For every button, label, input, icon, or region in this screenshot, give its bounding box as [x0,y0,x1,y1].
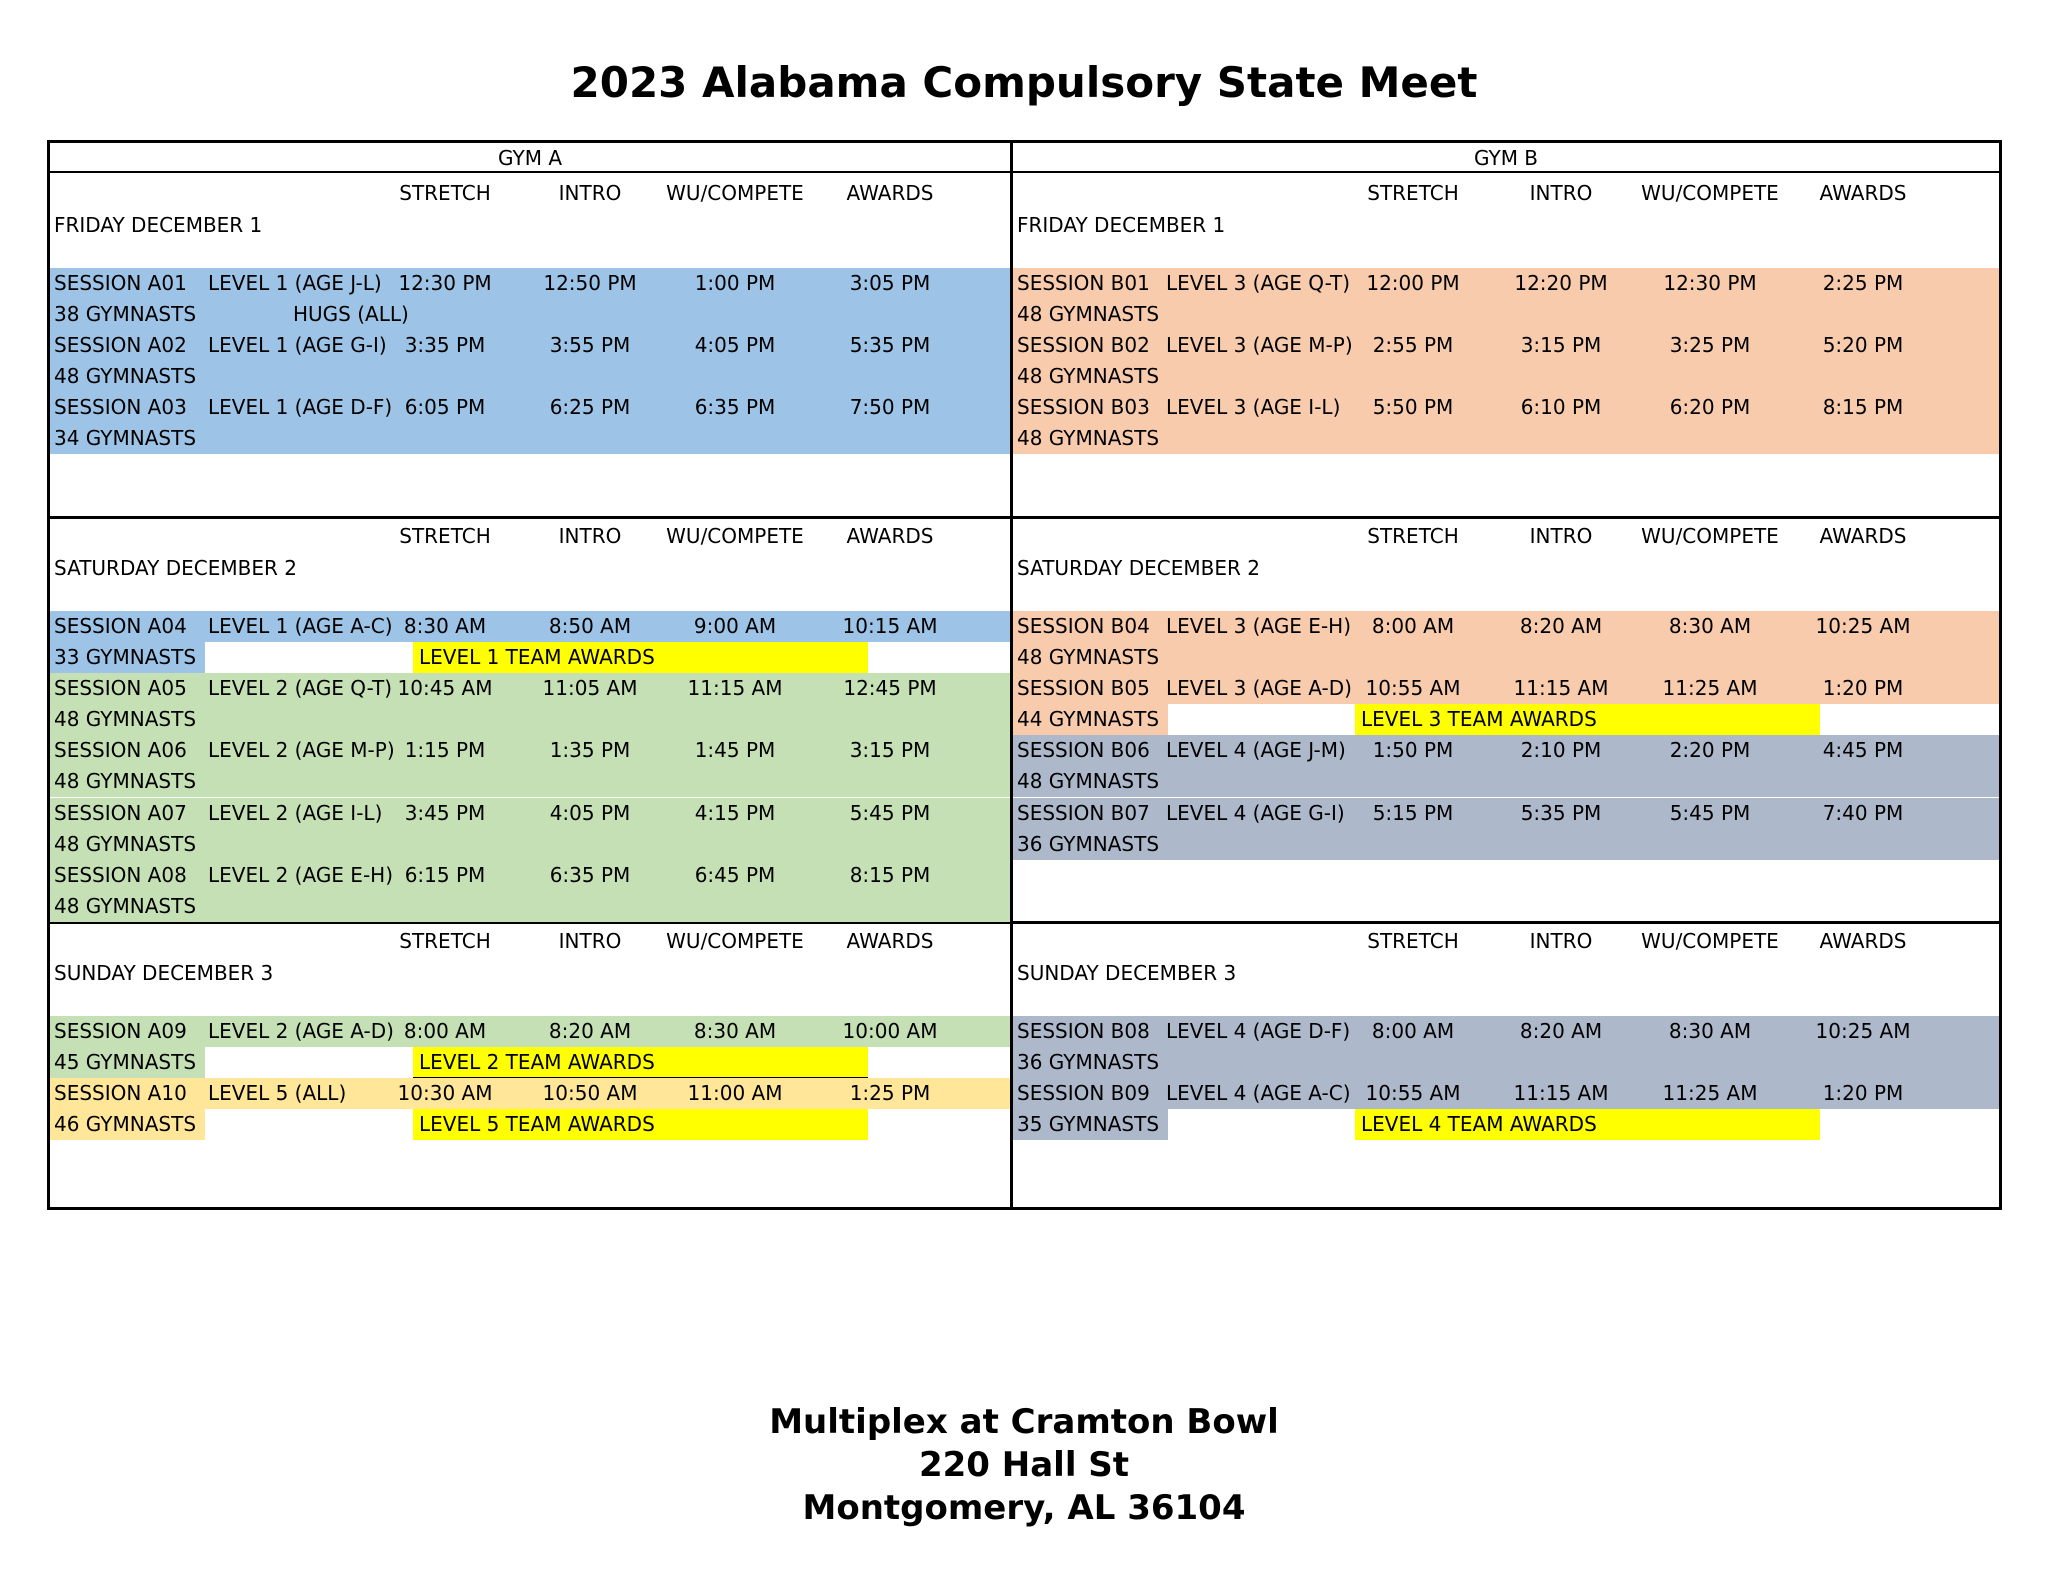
gymnasts-row [50,299,1010,330]
session-id: SESSION B04 [1017,614,1150,638]
session-row [50,798,1010,829]
column-header-intro: INTRO [1529,181,1593,205]
session-level: LEVEL 2 (AGE A-D) [208,1019,394,1043]
gymnasts-row [1013,766,1999,797]
session-awards-time: 1:20 PM [1822,676,1904,701]
session-wu-time: 6:20 PM [1669,395,1751,420]
venue-city: Montgomery, AL 36104 [802,1488,1246,1528]
session-row [1013,673,1999,704]
column-header-awards: AWARDS [846,181,934,205]
session-intro-time: 1:35 PM [549,738,631,763]
session-stretch-time: 8:30 AM [403,614,487,638]
gymnast-count: 44 GYMNASTS [1017,707,1160,732]
gymnast-count: 48 GYMNASTS [54,769,197,794]
session-wu-time: 4:15 PM [694,800,776,825]
column-header-wu: WU/COMPETE [666,929,804,953]
session-id: SESSION A04 [54,614,187,638]
venue-name: Multiplex at Cramton Bowl [769,1402,1279,1442]
session-level: LEVEL 4 (AGE J-M) [1166,738,1346,763]
gymnasts-row [50,423,1010,454]
session-awards-time: 10:00 AM [842,1019,938,1043]
session-awards-time: 7:40 PM [1822,800,1904,825]
session-row [50,268,1010,299]
team-awards-banner: LEVEL 5 TEAM AWARDS [413,1109,868,1140]
session-id: SESSION A09 [54,1019,187,1043]
session-row [1013,611,1999,642]
column-header-awards: AWARDS [846,929,934,953]
session-level: LEVEL 3 (AGE A-D) [1166,676,1352,701]
column-header-row [50,178,1010,209]
session-awards-time: 10:25 AM [1815,1019,1911,1043]
session-intro-time: 12:20 PM [1514,271,1608,295]
gymnast-count: 48 GYMNASTS [54,364,197,389]
session-intro-time: 8:50 AM [548,614,632,638]
team-awards-banner: LEVEL 2 TEAM AWARDS [413,1047,868,1078]
session-intro-time: 3:15 PM [1520,333,1602,358]
column-header-row [50,521,1010,552]
session-level: LEVEL 4 (AGE A-C) [1166,1081,1351,1106]
column-header-intro: INTRO [558,181,622,205]
session-stretch-time: 10:55 AM [1365,676,1461,701]
gym-a-header: GYM A [50,140,1010,173]
session-level: LEVEL 2 (AGE I-L) [208,800,383,825]
session-wu-time: 11:25 AM [1662,1081,1758,1106]
session-wu-time: 9:00 AM [693,614,777,638]
session-level: LEVEL 1 (AGE J-L) [208,271,382,295]
session-id: SESSION B01 [1017,271,1150,295]
column-header-stretch: STRETCH [399,929,491,953]
session-stretch-time: 3:35 PM [404,333,486,358]
session-intro-time: 6:25 PM [549,395,631,420]
session-level: LEVEL 5 (ALL) [208,1081,347,1106]
session-intro-time: 3:55 PM [549,333,631,358]
gymnast-count: 48 GYMNASTS [1017,426,1160,451]
session-level: LEVEL 3 (AGE Q-T) [1166,271,1351,295]
column-header-stretch: STRETCH [1367,524,1459,548]
column-header-intro: INTRO [558,524,622,548]
session-intro-time: 12:50 PM [543,271,637,295]
session-id: SESSION A06 [54,738,187,763]
session-id: SESSION B06 [1017,738,1150,763]
gymnasts-row [50,891,1010,922]
session-row [50,1078,1010,1109]
column-header-intro: INTRO [1529,524,1593,548]
column-header-row [50,926,1010,957]
session-intro-time: 6:10 PM [1520,395,1602,420]
session-awards-time: 7:50 PM [849,395,931,420]
session-intro-time: 8:20 AM [548,1019,632,1043]
gymnast-count: 33 GYMNASTS [54,645,197,669]
session-stretch-time: 1:50 PM [1372,738,1454,763]
column-header-wu: WU/COMPETE [666,524,804,548]
session-id: SESSION A01 [54,271,187,295]
session-stretch-time: 10:45 AM [397,676,493,701]
session-id: SESSION A07 [54,800,187,825]
gymnast-count: 48 GYMNASTS [1017,364,1160,389]
session-level: LEVEL 1 (AGE G-I) [208,333,387,358]
session-wu-time: 2:20 PM [1669,738,1751,763]
session-level: LEVEL 4 (AGE D-F) [1166,1019,1351,1043]
session-level: LEVEL 3 (AGE I-L) [1166,395,1341,420]
session-wu-time: 3:25 PM [1669,333,1751,358]
session-awards-time: 1:25 PM [849,1081,931,1106]
gymnasts-row [1013,361,1999,392]
session-awards-time: 10:25 AM [1815,614,1911,638]
session-level: LEVEL 1 (AGE A-C) [208,614,393,638]
session-row [1013,735,1999,766]
gymnasts-row [50,766,1010,797]
gymnast-count: 34 GYMNASTS [54,426,197,451]
column-header-wu: WU/COMPETE [1641,181,1779,205]
gymnast-count: 48 GYMNASTS [54,893,197,918]
session-row [1013,1078,1999,1109]
session-awards-time: 1:20 PM [1822,1081,1904,1106]
session-level: LEVEL 2 (AGE E-H) [208,862,393,887]
session-intro-time: 11:05 AM [542,676,638,701]
session-wu-time: 1:45 PM [694,738,776,763]
session-id: SESSION B08 [1017,1019,1150,1043]
column-header-awards: AWARDS [846,524,934,548]
session-row [50,611,1010,642]
session-row [50,860,1010,891]
friday-saturday-divider [47,516,2002,519]
session-intro-time: 4:05 PM [549,800,631,825]
session-level: LEVEL 4 (AGE G-I) [1166,800,1345,825]
column-header-wu: WU/COMPETE [1641,929,1779,953]
session-stretch-time: 10:55 AM [1365,1081,1461,1106]
session-stretch-time: 8:00 AM [1371,614,1455,638]
session-row [1013,392,1999,423]
session-stretch-time: 12:00 PM [1366,271,1460,295]
column-header-row [1013,178,1999,209]
gymnasts-row [1013,423,1999,454]
venue-street: 220 Hall St [918,1445,1130,1485]
session-id: SESSION B05 [1017,676,1150,701]
session-awards-time: 8:15 PM [849,862,931,887]
session-stretch-time: 6:15 PM [404,862,486,887]
session-awards-time: 5:45 PM [849,800,931,825]
session-row [1013,268,1999,299]
session-intro-time: 8:20 AM [1519,1019,1603,1043]
gymnasts-row [50,704,1010,735]
gymnast-count: 48 GYMNASTS [1017,302,1160,326]
column-header-awards: AWARDS [1819,929,1907,953]
session-wu-time: 11:15 AM [687,676,783,701]
gymnast-count: 46 GYMNASTS [54,1112,197,1137]
session-id: SESSION A08 [54,862,187,887]
session-intro-time: 5:35 PM [1520,800,1602,825]
session-wu-time: 11:00 AM [687,1081,783,1106]
session-id: SESSION A05 [54,676,187,701]
session-stretch-time: 5:50 PM [1372,395,1454,420]
column-header-stretch: STRETCH [1367,181,1459,205]
session-wu-time: 8:30 AM [1668,1019,1752,1043]
gymnasts-row [1013,1047,1999,1078]
session-awards-time: 8:15 PM [1822,395,1904,420]
column-header-stretch: STRETCH [1367,929,1459,953]
session-stretch-time: 10:30 AM [397,1081,493,1106]
session-wu-time: 8:30 AM [1668,614,1752,638]
session-awards-time: 5:35 PM [849,333,931,358]
gymnasts-row [1013,642,1999,673]
session-row [50,392,1010,423]
session-stretch-time: 8:00 AM [403,1019,487,1043]
session-wu-time: 6:35 PM [694,395,776,420]
session-wu-time: 11:25 AM [1662,676,1758,701]
team-awards-banner: LEVEL 1 TEAM AWARDS [413,642,868,673]
day-label: FRIDAY DECEMBER 1 [54,213,263,237]
session-level: LEVEL 3 (AGE M-P) [1166,333,1353,358]
session-row [50,1016,1010,1047]
session-id: SESSION A10 [54,1081,187,1106]
gymnasts-row [1013,299,1999,330]
session-id: SESSION A02 [54,333,187,358]
column-header-row [1013,521,1999,552]
gymnast-count: 48 GYMNASTS [54,707,197,732]
session-row [1013,798,1999,829]
session-level: LEVEL 2 (AGE Q-T) [208,676,393,701]
column-header-stretch: STRETCH [399,524,491,548]
session-intro-time: 6:35 PM [549,862,631,887]
day-label: FRIDAY DECEMBER 1 [1017,213,1226,237]
session-intro-time: 8:20 AM [1519,614,1603,638]
session-awards-time: 2:25 PM [1822,271,1904,295]
session-row [50,673,1010,704]
session-row [1013,330,1999,361]
session-intro-time: 2:10 PM [1520,738,1602,763]
day-label: SUNDAY DECEMBER 3 [1017,961,1237,985]
gymnast-count: 36 GYMNASTS [1017,1050,1160,1074]
session-intro-time: 11:15 AM [1513,676,1609,701]
session-note: HUGS (ALL) [293,302,409,326]
gymnast-count: 48 GYMNASTS [1017,769,1160,794]
session-stretch-time: 8:00 AM [1371,1019,1455,1043]
team-awards-banner: LEVEL 4 TEAM AWARDS [1355,1109,1820,1140]
column-header-wu: WU/COMPETE [666,181,804,205]
session-row [1013,1016,1999,1047]
session-awards-time: 3:05 PM [849,271,931,295]
day-label: SUNDAY DECEMBER 3 [54,961,274,985]
column-header-intro: INTRO [1529,929,1593,953]
session-id: SESSION B07 [1017,800,1150,825]
session-wu-time: 6:45 PM [694,862,776,887]
session-stretch-time: 12:30 PM [398,271,492,295]
gymnasts-row [50,829,1010,860]
page-title: 2023 Alabama Compulsory State Meet [570,58,1478,107]
gymnast-count: 38 GYMNASTS [54,302,197,326]
gymnast-count: 35 GYMNASTS [1017,1112,1160,1137]
session-intro-time: 11:15 AM [1513,1081,1609,1106]
column-header-wu: WU/COMPETE [1641,524,1779,548]
session-row [50,735,1010,766]
gym-b-header: GYM B [1013,140,1999,173]
gymnast-count: 36 GYMNASTS [1017,831,1160,856]
session-awards-time: 5:20 PM [1822,333,1904,358]
session-wu-time: 12:30 PM [1663,271,1757,295]
session-awards-time: 12:45 PM [843,676,937,701]
session-level: LEVEL 2 (AGE M-P) [208,738,395,763]
session-stretch-time: 1:15 PM [404,738,486,763]
column-header-awards: AWARDS [1819,181,1907,205]
session-id: SESSION B09 [1017,1081,1150,1106]
gymnast-count: 48 GYMNASTS [1017,645,1160,669]
session-stretch-time: 3:45 PM [404,800,486,825]
session-level: LEVEL 1 (AGE D-F) [208,395,393,420]
team-awards-banner: LEVEL 3 TEAM AWARDS [1355,704,1820,735]
gymnasts-row [50,361,1010,392]
session-stretch-time: 5:15 PM [1372,800,1454,825]
column-header-stretch: STRETCH [399,181,491,205]
session-awards-time: 4:45 PM [1822,738,1904,763]
session-wu-time: 4:05 PM [694,333,776,358]
session-id: SESSION B03 [1017,395,1150,420]
gymnast-count: 45 GYMNASTS [54,1050,197,1074]
session-level: LEVEL 3 (AGE E-H) [1166,614,1351,638]
day-label: SATURDAY DECEMBER 2 [1017,556,1260,580]
session-row [50,330,1010,361]
gymnast-count: 48 GYMNASTS [54,831,197,856]
session-id: SESSION B02 [1017,333,1150,358]
session-id: SESSION A03 [54,395,187,420]
session-wu-time: 1:00 PM [694,271,776,295]
gymnasts-row [1013,829,1999,860]
session-wu-time: 8:30 AM [693,1019,777,1043]
session-stretch-time: 6:05 PM [404,395,486,420]
column-header-awards: AWARDS [1819,524,1907,548]
session-stretch-time: 2:55 PM [1372,333,1454,358]
session-intro-time: 10:50 AM [542,1081,638,1106]
column-header-intro: INTRO [558,929,622,953]
session-awards-time: 3:15 PM [849,738,931,763]
session-wu-time: 5:45 PM [1669,800,1751,825]
session-awards-time: 10:15 AM [842,614,938,638]
day-label: SATURDAY DECEMBER 2 [54,556,297,580]
column-header-row [1013,926,1999,957]
